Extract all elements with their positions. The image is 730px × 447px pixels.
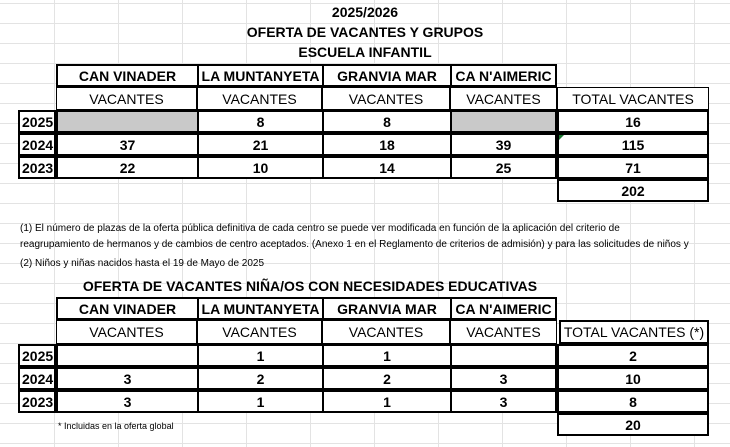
row-year: 2023 [18,390,56,413]
table-cell: 8 [322,110,452,133]
row-year: 2024 [18,133,56,156]
table-cell: 1 [197,390,324,413]
year-title: 2025/2026 [331,4,399,20]
note-1-line-2: reagrupamiento de hermanos y de cambios de centro aceptados. (Anexo 1 en el Reglamento de criterios de admisión) y para las solicitudes de niños y [20,239,689,250]
note-2: (2) Niños y niñas nacidos hasta el 19 de Mayo de 2025 [20,258,265,269]
table-cell-empty [450,110,557,133]
table-cell-empty [56,344,199,367]
col-label-vacantes: VACANTES [450,320,557,344]
col-label-vacantes: VACANTES [450,87,557,110]
total-vacantes-header: TOTAL VACANTES [557,87,709,110]
table-cell: 1 [197,344,324,367]
table-cell: 10 [197,156,324,179]
table-cell-empty [56,110,199,133]
grand-total: 20 [557,413,709,436]
table-cell: 1 [322,390,452,413]
page-title: OFERTA DE VACANTES Y GRUPOS [246,24,484,40]
special-needs-title: OFERTA DE VACANTES NIÑA/OS CON NECESIDADES EDUCATIVAS [82,278,538,294]
table-cell: 37 [56,133,199,156]
school-header-granvia-mar: GRANVIA MAR [322,64,452,87]
row-total: 16 [557,110,709,133]
row-total: 71 [557,156,709,179]
col-label-vacantes: VACANTES [322,320,450,344]
row-year: 2024 [18,367,56,390]
row-total: 10 [557,367,709,390]
school-title: ESCUELA INFANTIL [298,44,432,60]
note-1-line-1: (1) El número de plazas de la oferta pública definitiva de cada centro se puede ver modificada en función de la aplicación del criterio de [20,223,620,234]
table-cell: 1 [322,344,452,367]
row-year: 2025 [18,110,56,133]
school-header-la-muntanyeta: LA MUNTANYETA [197,64,324,87]
table-cell: 2 [197,367,324,390]
row-total: 115 [557,133,709,156]
table-cell: 14 [322,156,452,179]
school-header-granvia-mar: GRANVIA MAR [322,297,452,320]
table-cell: 39 [450,133,557,156]
total-vacantes-header: TOTAL VACANTES (*) [559,320,709,344]
table-cell: 3 [56,367,199,390]
cell-error-marker [559,135,564,140]
table-cell: 3 [450,390,557,413]
col-label-vacantes: VACANTES [322,87,450,110]
school-header-la-muntanyeta: LA MUNTANYETA [197,297,324,320]
school-header-ca-naimeric: CA N'AIMERIC [450,297,557,320]
school-header-can-vinader: CAN VINADER [56,64,199,87]
footnote: * Incluidas en la oferta global [58,421,174,431]
grand-total: 202 [557,179,709,202]
row-year: 2025 [18,344,56,367]
table-cell: 8 [197,110,324,133]
col-label-vacantes: VACANTES [56,87,197,110]
col-label-vacantes: VACANTES [197,87,322,110]
row-year: 2023 [18,156,56,179]
table-cell: 18 [322,133,452,156]
school-header-ca-naimeric: CA N'AIMERIC [450,64,557,87]
col-label-vacantes: VACANTES [197,320,322,344]
row-total: 8 [557,390,709,413]
table-cell: 25 [450,156,557,179]
table-cell: 3 [56,390,199,413]
table-cell: 21 [197,133,324,156]
col-label-vacantes: VACANTES [56,320,197,344]
table-cell: 2 [322,367,452,390]
table-cell-empty [450,344,557,367]
school-header-can-vinader: CAN VINADER [56,297,199,320]
table-cell: 3 [450,367,557,390]
table-cell: 22 [56,156,199,179]
row-total: 2 [557,344,709,367]
